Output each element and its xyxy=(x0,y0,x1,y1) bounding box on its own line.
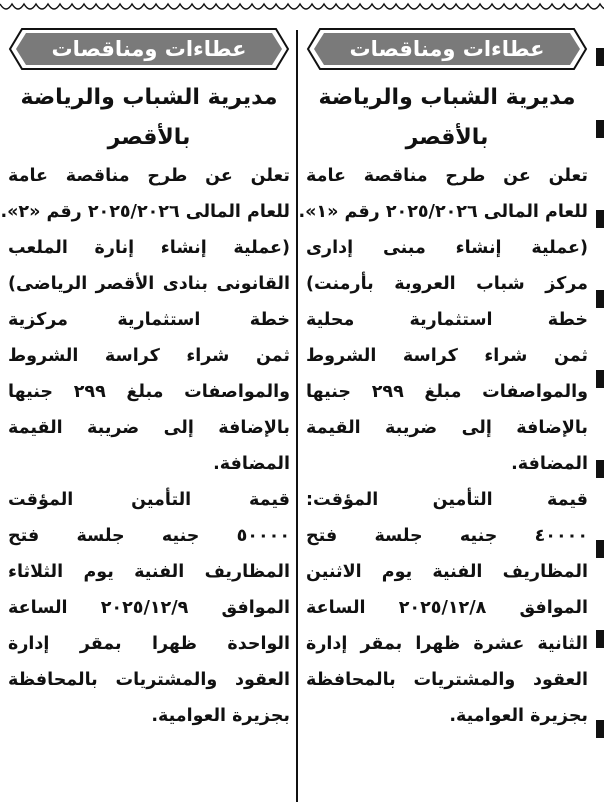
body-line: للعام المالى ٢٠٢٥/٢٠٢٦ رقم «١». xyxy=(298,202,588,222)
body-line: مركز شباب العروبة بأرمنت) xyxy=(306,274,588,294)
body-line: المظاريف الفنية يوم الثلاثاء xyxy=(8,562,290,582)
column-divider xyxy=(296,30,298,802)
section-banner xyxy=(306,26,588,72)
body-line: العقود والمشتريات بالمحافظة xyxy=(8,670,290,690)
body-line: العقود والمشتريات بالمحافظة xyxy=(306,670,588,690)
body-line: (عملية إنشاء مبنى إدارى xyxy=(306,238,588,258)
decorative-top-border xyxy=(0,0,604,16)
body-line: بجزيرة العوامية. xyxy=(449,706,588,726)
body-line: للعام المالى ٢٠٢٥/٢٠٢٦ رقم «٢». xyxy=(0,202,290,222)
body-line: تعلن عن طرح مناقصة عامة xyxy=(306,166,588,186)
body-line: خطة استثمارية محلية xyxy=(306,310,588,330)
body-line: ثمن شراء كراسة الشروط xyxy=(306,346,588,366)
body-line: ٤٠٠٠٠ جنيه جلسة فتح xyxy=(306,526,588,546)
body-line: بجزيرة العوامية. xyxy=(151,706,290,726)
body-line: والمواصفات مبلغ ٢٩٩ جنيها xyxy=(8,382,290,402)
body-line: خطة استثمارية مركزية xyxy=(8,310,290,330)
tender-notice-1 xyxy=(298,26,588,734)
notice-title-line-1: مديرية الشباب والرياضة xyxy=(20,85,278,110)
notice-title-line-2: بالأقصر xyxy=(405,125,489,150)
body-line: الواحدة ظهرا بمقر إدارة xyxy=(8,634,290,654)
notice-body xyxy=(0,158,290,734)
notice-title-line-2: بالأقصر xyxy=(107,125,191,150)
body-line: المظاريف الفنية يوم الاثنين xyxy=(306,562,588,582)
body-line: تعلن عن طرح مناقصة عامة xyxy=(8,166,290,186)
body-line: القانونى بنادى الأقصر الرياضى) xyxy=(8,274,290,294)
body-line: المضافة. xyxy=(213,454,290,474)
body-line: قيمة التأمين المؤقت: xyxy=(306,490,588,510)
banner-label: عطاءات ومناقصات xyxy=(349,37,545,61)
body-line: المضافة. xyxy=(511,454,588,474)
body-line: والمواصفات مبلغ ٢٩٩ جنيها xyxy=(306,382,588,402)
body-line: الثانية عشرة ظهرا بمقر إدارة xyxy=(306,634,588,654)
notice-body xyxy=(298,158,588,734)
right-edge-marks xyxy=(596,40,604,800)
body-line: ٥٠٠٠٠ جنيه جلسة فتح xyxy=(8,526,290,546)
body-line: الموافق ٢٠٢٥/١٢/٨ الساعة xyxy=(306,598,588,618)
body-line: (عملية إنشاء إنارة الملعب xyxy=(8,238,290,258)
body-line: الموافق ٢٠٢٥/١٢/٩ الساعة xyxy=(8,598,290,618)
banner-label: عطاءات ومناقصات xyxy=(51,37,247,61)
notice-title-line-1: مديرية الشباب والرياضة xyxy=(318,85,576,110)
body-line: بالإضافة إلى ضريبة القيمة xyxy=(8,418,290,438)
body-line: ثمن شراء كراسة الشروط xyxy=(8,346,290,366)
tender-notice-2 xyxy=(0,26,290,734)
body-line: قيمة التأمين المؤقت xyxy=(8,490,290,510)
section-banner xyxy=(8,26,290,72)
body-line: بالإضافة إلى ضريبة القيمة xyxy=(306,418,588,438)
